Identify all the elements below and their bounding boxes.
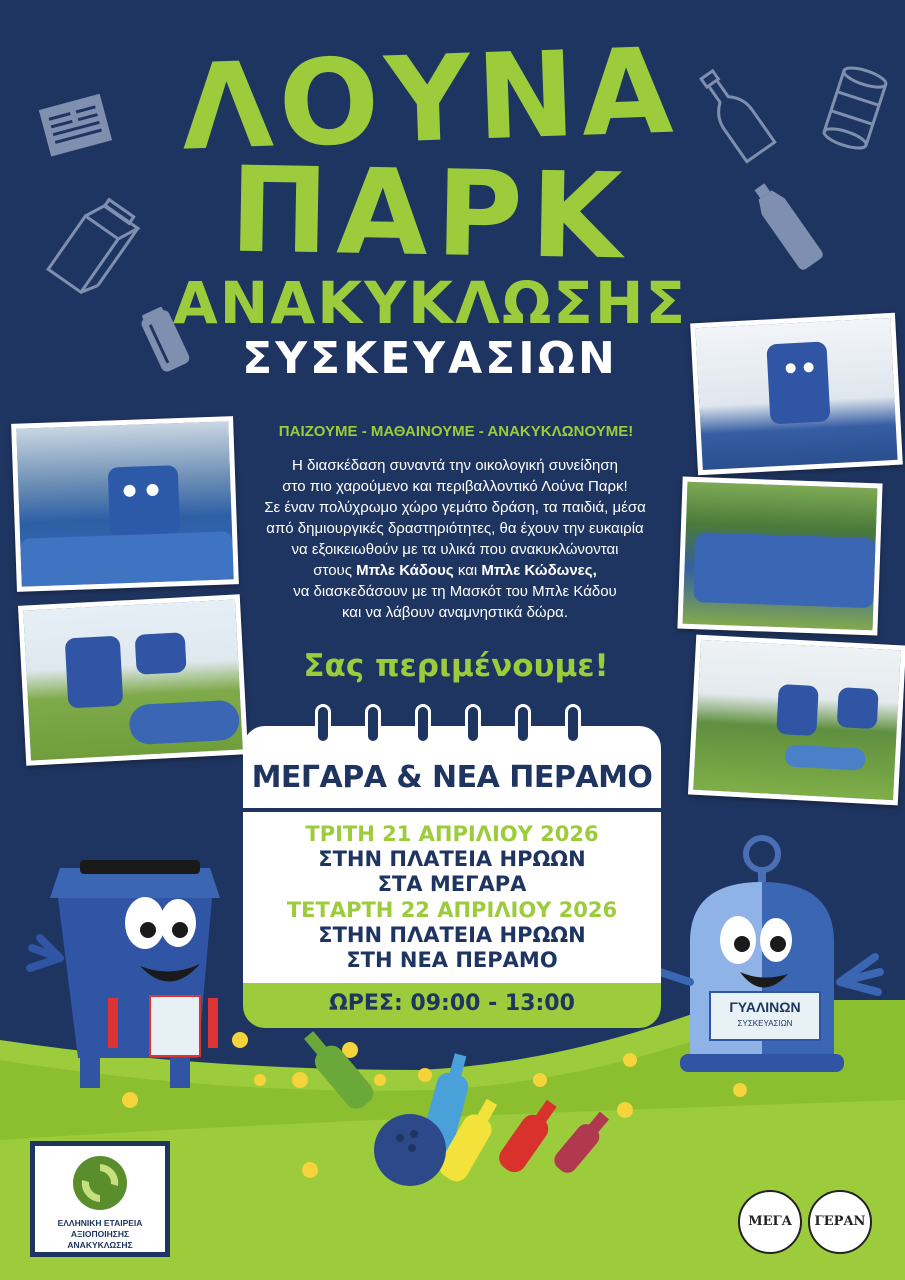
tagline: ΠΑΙΖΟΥΜΕ - ΜΑΘΑΙΝΟΥΜΕ - ΑΝΑΚΥΚΛΩΝΟΥΜΕ! (278, 423, 634, 440)
event-hours: ΩΡΕΣ: 09:00 - 13:00 (329, 991, 575, 1016)
description-line: να διασκεδάσουν με τη Μασκότ του Μπλε Κάδου (293, 583, 617, 600)
event-photo-group (677, 477, 882, 636)
calendar-ring (315, 704, 331, 744)
event-2-date: ΤΕΤΑΡΤΗ 22 ΑΠΡΙΛΙΟΥ 2026 (286, 898, 618, 922)
invitation-heading: Σας περιμένουμε! (303, 648, 609, 684)
event-calendar (243, 726, 661, 1028)
recycle-logo-icon (73, 1156, 127, 1210)
description-line: από δημιουργικές δραστηριότητες, θα έχουν την ευκαιρία (266, 520, 644, 537)
title-line-4: ΣΥΣΚΕΥΑΣΙΩΝ (242, 333, 618, 384)
event-1-date: ΤΡΙΤΗ 21 ΑΠΡΙΛΙΟΥ 2026 (305, 822, 599, 846)
event-1-place: ΣΤΗΝ ΠΛΑΤΕΙΑ ΗΡΩΩΝ (318, 847, 586, 871)
blue-bin-mascot-icon (20, 838, 250, 1098)
event-photo-children (11, 416, 239, 592)
description-text: στους (313, 562, 357, 579)
logo-caption-line-2: ΑΞΙΟΠΟΙΗΣΗΣ ΑΝΑΚΥΚΛΩΣΗΣ (67, 1229, 133, 1250)
calendar-ring (465, 704, 481, 744)
calendar-ring (565, 704, 581, 744)
event-photo-mascot-games (18, 594, 248, 765)
milk-carton-icon (40, 190, 145, 300)
calendar-ring (515, 704, 531, 744)
glass-bin-sublabel: ΣΥΣΚΕΥΑΣΙΩΝ (737, 1019, 793, 1028)
event-photo-playground (688, 635, 905, 806)
tin-can-icon (820, 58, 890, 158)
logo-caption-line-1: ΕΛΛΗΝΙΚΗ ΕΤΑΙΡΕΙΑ (57, 1218, 143, 1228)
logo-caption (39, 1218, 161, 1251)
description-line: να εξοικειωθούν με τα υλικά που ανακυκλώνονται (291, 541, 619, 558)
event-1 (243, 822, 661, 897)
event-2-city: ΣΤΗ ΝΕΑ ΠΕΡΑΜΟ (346, 948, 558, 972)
geraneia-seal-icon (808, 1190, 872, 1254)
megara-seal-text: ΜΕΓΑ (748, 1214, 792, 1229)
calendar-ring (365, 704, 381, 744)
calendar-divider (243, 808, 661, 812)
glass-bell-mascot-icon (650, 832, 900, 1082)
description-text: και (453, 562, 482, 579)
glass-bin-label: ΓΥΑΛΙΝΩΝ (729, 999, 801, 1015)
description-line: Η διασκέδαση συναντά την οικολογική συνείδηση (292, 457, 618, 474)
description-line (230, 560, 680, 581)
event-photo-mascot-jump (690, 313, 903, 476)
geraneia-seal-text: ΓΕΡΑΝ (814, 1214, 866, 1229)
title-line-2: ΠΑΡΚ (228, 140, 632, 286)
description-line: Σε έναν πολύχρωμο χώρο γεμάτο δράση, τα παιδιά, μέσα (264, 499, 646, 516)
herrco-logo (32, 1143, 168, 1255)
calendar-ring (415, 704, 431, 744)
title-line-3: ΑΝΑΚΥΚΛΩΣΗΣ (172, 269, 688, 337)
blue-bins-text: Μπλε Κάδους (356, 562, 454, 579)
title-block (150, 21, 710, 384)
calendar-header: ΜΕΓΑΡΑ & ΝΕΑ ΠΕΡΑΜΟ (251, 760, 653, 795)
description (230, 455, 680, 623)
blue-bells-text: Μπλε Κώδωνες, (481, 562, 597, 579)
event-1-city: ΣΤΑ ΜΕΓΑΡΑ (377, 872, 527, 896)
newspaper-icon (38, 92, 118, 162)
megara-seal-icon (738, 1190, 802, 1254)
plastic-bottle-icon (730, 175, 840, 275)
event-2 (243, 898, 661, 973)
event-2-place: ΣΤΗΝ ΠΛΑΤΕΙΑ ΗΡΩΩΝ (318, 923, 586, 947)
description-line: στο πιο χαρούμενο και περιβαλλοντικό Λούνα Παρκ! (282, 478, 628, 495)
description-line: και να λάβουν αναμνηστικά δώρα. (341, 604, 569, 621)
title-line-1: ΛΟΥΝΑ (179, 21, 681, 177)
